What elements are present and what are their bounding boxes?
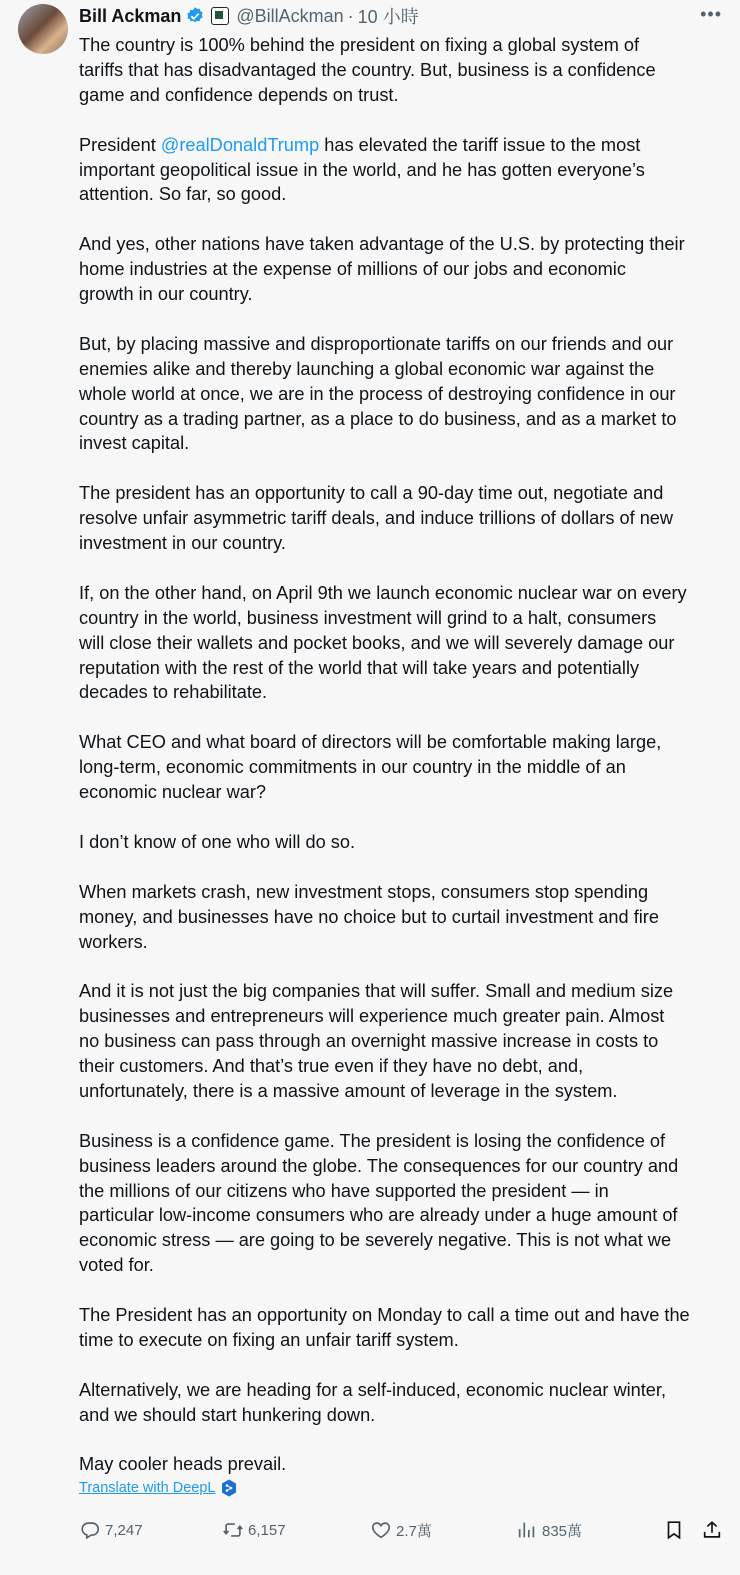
separator-dot: · <box>347 5 354 26</box>
paragraph: When markets crash, new investment stops, consumers stop spending money, and businesses have no choice but to curtail investment and fire workers. <box>79 881 659 952</box>
paragraph: The president has an opportunity to call a 90-day time out, negotiate and resolve unfair asymmetric tariff deals, and induce trillions of dollars of new investment in our country. <box>79 483 674 554</box>
avatar[interactable] <box>18 4 68 54</box>
paragraph-with-mention <box>79 133 734 208</box>
reply-count: 7,247 <box>105 1521 143 1539</box>
paragraph-text: President <box>79 134 161 155</box>
paragraph: The country is 100% behind the president on fixing a global system of tariffs that has disadvantaged the country. But, business is a confidence game and confidence depends on trust. <box>79 35 656 105</box>
reply-icon <box>79 1519 101 1541</box>
like-button[interactable] <box>370 1518 432 1542</box>
bookmark-icon <box>663 1519 685 1541</box>
timestamp[interactable]: 10 小時 <box>357 7 419 27</box>
paragraph: The President has an opportunity on Monday to call a time out and have the time to execute on fixing an unfair tariff system. <box>79 1305 690 1350</box>
share-button[interactable] <box>701 1518 727 1542</box>
repost-icon <box>222 1519 244 1541</box>
tweet-header <box>79 5 730 27</box>
author-name[interactable]: Bill Ackman <box>79 5 182 26</box>
like-count: 2.7萬 <box>396 1522 432 1540</box>
deepl-icon <box>221 1479 237 1497</box>
verified-badge-icon[interactable] <box>185 6 205 26</box>
paragraph: And it is not just the big companies that will suffer. Small and medium size businesses and entrepreneurs will experience much greater pain. Almost no business can pass through an overnight massive increase in costs to their customers. And that’s true even if they have no debt, and, unfortunately, there is a massive amount of leverage in the system. <box>79 981 674 1101</box>
translate-label[interactable]: Translate with DeepL <box>79 1480 216 1496</box>
views-count: 835萬 <box>542 1522 583 1540</box>
repost-button[interactable] <box>222 1518 286 1542</box>
author-handle[interactable]: @BillAckman <box>236 5 344 26</box>
reply-button[interactable] <box>79 1518 143 1542</box>
paragraph: I don’t know of one who will do so. <box>79 831 356 852</box>
views-icon <box>516 1519 538 1541</box>
mention-link[interactable]: @realDonaldTrump <box>160 134 320 155</box>
paragraph: But, by placing massive and disproportionate tariffs on our friends and our enemies alike and thereby launching a global economic war against the whole world at once, we are in the process of destroying confidence in our country as a trading partner, as a place to do business, and as a market to invest capital. <box>79 333 677 454</box>
paragraph: What CEO and what board of directors will be comfortable making large, long-term, economic commitments in our country in the middle of an economic nuclear war? <box>79 732 662 803</box>
action-bar <box>79 1518 729 1544</box>
paragraph: And yes, other nations have taken advantage of the U.S. by protecting their home industries at the expense of millions of our jobs and economic growth in our country. <box>79 234 685 305</box>
share-icon <box>701 1519 723 1541</box>
bookmark-button[interactable] <box>663 1518 689 1542</box>
paragraph-text: has elevated the tariff issue to the most important geopolitical issue in the world, and he has gotten everyone’s attention. So far, so good. <box>79 134 645 205</box>
paragraph: Business is a confidence game. The president is losing the confidence of business leaders around the globe. The consequences for our country and the millions of our citizens who have supported the president — in particular low-income consumers who are already under a huge amount of economic stress — are going to be severely negative. This is not what we voted for. <box>79 1130 679 1276</box>
translate-link[interactable] <box>79 1479 237 1497</box>
paragraph: Alternatively, we are heading for a self-induced, economic nuclear winter, and we should start hunkering down. <box>79 1379 667 1425</box>
more-options-icon[interactable]: ••• <box>700 4 722 24</box>
paragraph: If, on the other hand, on April 9th we launch economic nuclear war on every country in the world, business investment will grind to a halt, consumers will close their wallets and pocket books, and we will severely damage our reputation with the rest of the world that will take years and potentially decades to rehabilitate. <box>79 582 687 703</box>
tweet-text <box>79 33 734 1477</box>
views-button[interactable] <box>516 1518 582 1542</box>
affiliation-badge-icon[interactable] <box>211 7 229 25</box>
repost-count: 6,157 <box>248 1521 286 1539</box>
paragraph: May cooler heads prevail. <box>79 1454 287 1475</box>
heart-icon <box>370 1519 392 1541</box>
